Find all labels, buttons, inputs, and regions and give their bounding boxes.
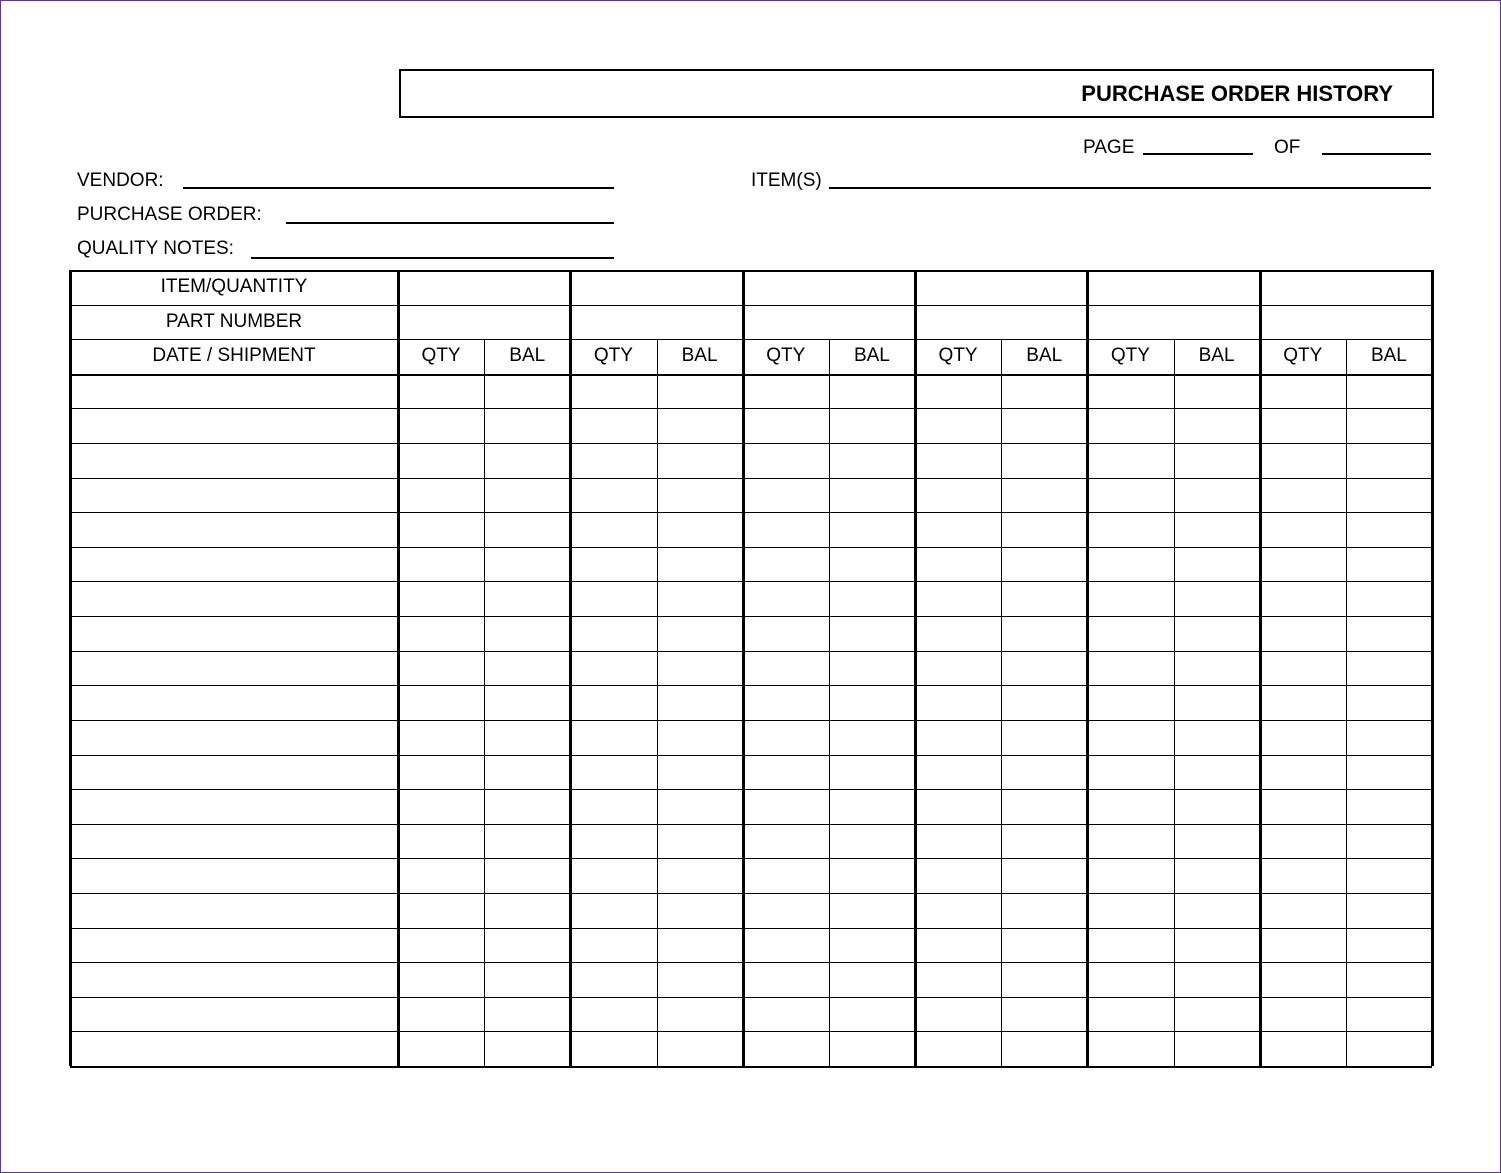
- row-header-item-quantity: ITEM/QUANTITY: [160, 276, 308, 297]
- vendor-label: VENDOR:: [77, 170, 164, 191]
- page-number-field[interactable]: [1143, 153, 1253, 155]
- row-divider: [70, 408, 1432, 409]
- quality-notes-label: QUALITY NOTES:: [77, 238, 234, 259]
- column-divider: [1259, 270, 1262, 1066]
- qty-header: QTY: [938, 345, 978, 367]
- qty-header: QTY: [421, 345, 461, 367]
- column-subdivider: [484, 339, 485, 1066]
- row-divider: [70, 1066, 1432, 1068]
- column-subdivider: [1346, 339, 1347, 1066]
- row-divider: [70, 685, 1432, 686]
- row-divider: [70, 512, 1432, 513]
- row-divider: [70, 651, 1432, 652]
- purchase-order-field[interactable]: [286, 222, 614, 224]
- items-field[interactable]: [829, 187, 1431, 189]
- purchase-order-label: PURCHASE ORDER:: [77, 204, 262, 225]
- row-divider: [70, 962, 1432, 963]
- row-divider: [70, 755, 1432, 756]
- row-divider: [70, 581, 1432, 582]
- row-divider: [70, 720, 1432, 721]
- page-label: PAGE: [1083, 137, 1135, 158]
- column-subdivider: [1174, 339, 1175, 1066]
- of-label: OF: [1274, 137, 1301, 158]
- quality-notes-field[interactable]: [251, 257, 614, 259]
- column-divider: [742, 270, 745, 1066]
- qty-header: QTY: [1283, 345, 1323, 367]
- row-divider: [70, 478, 1432, 479]
- bal-header: BAL: [1026, 345, 1063, 367]
- history-table: [70, 270, 1432, 1066]
- bal-header: BAL: [853, 345, 890, 367]
- page-total-field[interactable]: [1322, 153, 1431, 155]
- column-divider: [914, 270, 917, 1066]
- column-divider: [397, 270, 400, 1066]
- row-divider: [70, 858, 1432, 859]
- qty-header: QTY: [593, 345, 633, 367]
- row-divider: [70, 1031, 1432, 1032]
- title-box: [399, 69, 1434, 118]
- column-divider: [569, 270, 572, 1066]
- row-divider: [70, 374, 1432, 376]
- row-divider: [70, 997, 1432, 998]
- row-divider: [70, 616, 1432, 617]
- column-subdivider: [829, 339, 830, 1066]
- row-divider: [70, 928, 1432, 929]
- row-header-date-shipment: DATE / SHIPMENT: [152, 345, 316, 367]
- column-subdivider: [657, 339, 658, 1066]
- page-title: PURCHASE ORDER HISTORY: [1081, 81, 1393, 106]
- bal-header: BAL: [1370, 345, 1407, 367]
- row-divider: [70, 824, 1432, 825]
- row-divider: [70, 443, 1432, 444]
- row-header-part-number: PART NUMBER: [165, 310, 303, 332]
- qty-header: QTY: [766, 345, 806, 367]
- items-label: ITEM(S): [751, 170, 822, 191]
- column-divider: [69, 270, 72, 1066]
- bal-header: BAL: [509, 345, 546, 367]
- column-divider: [1431, 270, 1434, 1066]
- vendor-field[interactable]: [183, 187, 614, 189]
- row-divider: [70, 547, 1432, 548]
- qty-header: QTY: [1110, 345, 1150, 367]
- column-divider: [1086, 270, 1089, 1066]
- column-subdivider: [1001, 339, 1002, 1066]
- bal-header: BAL: [1198, 345, 1235, 367]
- bal-header: BAL: [681, 345, 718, 367]
- row-divider: [70, 789, 1432, 790]
- row-divider: [70, 893, 1432, 894]
